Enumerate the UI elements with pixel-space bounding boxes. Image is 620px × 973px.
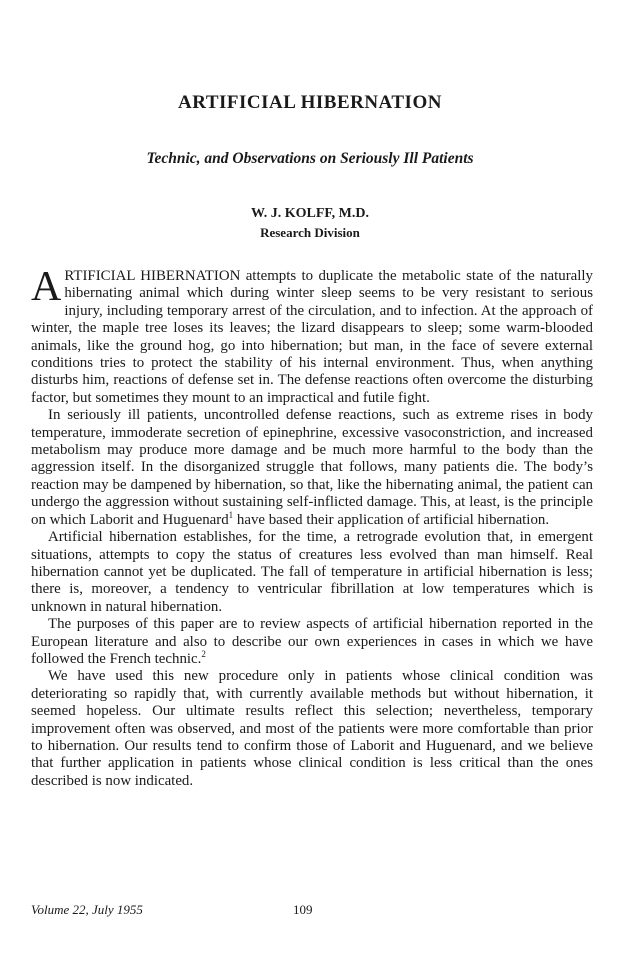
article-subtitle: Technic, and Observations on Seriously Ill Patients [146,150,474,167]
reference-2: 2 [201,648,206,659]
page-number: 109 [293,902,313,917]
paragraph-2-text-b: have based their application of artificial hibernation. [233,511,550,528]
paragraph-2 [31,407,593,529]
article-body [31,264,593,790]
reference-1: 1 [228,509,234,520]
paragraph-5: We have used this new procedure only in patients whose clinical condition was deteriorating so rapidly that, with currently available methods but without hibernation, it seemed hopeless. Our ultimate results reflect this selection; nevertheless, temporary improvement often was observed, and most of the patients were more comfortable than prior to hibernation. Our results tend to confirm those of Laborit and Huguenard, and we believe that further application in patients whose clinical condition is less critical than the ones described is now indicated. [31,668,593,789]
paragraph-4 [31,616,593,668]
paragraph-1 [31,264,593,407]
author-name: W. J. KOLFF, M.D. [251,206,369,221]
journal-volume: Volume 22, July 1955 [31,902,143,917]
paragraph-2-text-a: In seriously ill patients, uncontrolled defense reactions, such as extreme rises in body temperature, immoderate secretion of epinephrine, excessive vasoconstriction, and increased metabolism may produce more damage and be much more harmful to the body than the aggression itself. In the disorganized struggle that follows, many patients die. The body’s reaction may be dampened by hibernation, so that, like the hibernating animal, the patient can undergo the aggression without sustaining self-inflicted damage. This, at least, is the principle on which Laborit and Huguenard [31,407,593,528]
paragraph-1-text: RTIFICIAL HIBERNATION attempts to duplicate the metabolic state of the naturally hibernating animal which during winter sleep seems to be very resistant to serious injury, including temporary arrest of the circulation, and to infection. At the approach of winter, the maple tree loses its leaves; the lizard disappears to sleep; some warm-blooded animals, like the ground hog, go into hibernation; but man, in the face of severe external conditions tries to protect the stability of his internal environment. Thus, when anything disturbs him, reactions of defense set in. The defense reactions often overcome the disturbing factor, but sometimes they mount to an impractical and futile fight. [31,268,593,406]
paragraph-4-text: The purposes of this paper are to review aspects of artificial hibernation reported in the European literature and also to describe our own experiences in cases in which we have followed the French technic. [31,616,593,667]
author-division: Research Division [260,225,360,240]
article-title: ARTIFICIAL HIBERNATION [178,92,442,113]
drop-cap: A [31,264,62,310]
paragraph-3: Artificial hibernation establishes, for the time, a retrograde evolution that, in emergent situations, attempts to copy the status of creatures less evolved than man himself. Real hibernation cannot yet be duplicated. The fall of temperature in artificial hibernation is less; there is, moreover, a tendency to ventricular fibrillation at low temperatures which is unknown in natural hibernation. [31,529,593,615]
